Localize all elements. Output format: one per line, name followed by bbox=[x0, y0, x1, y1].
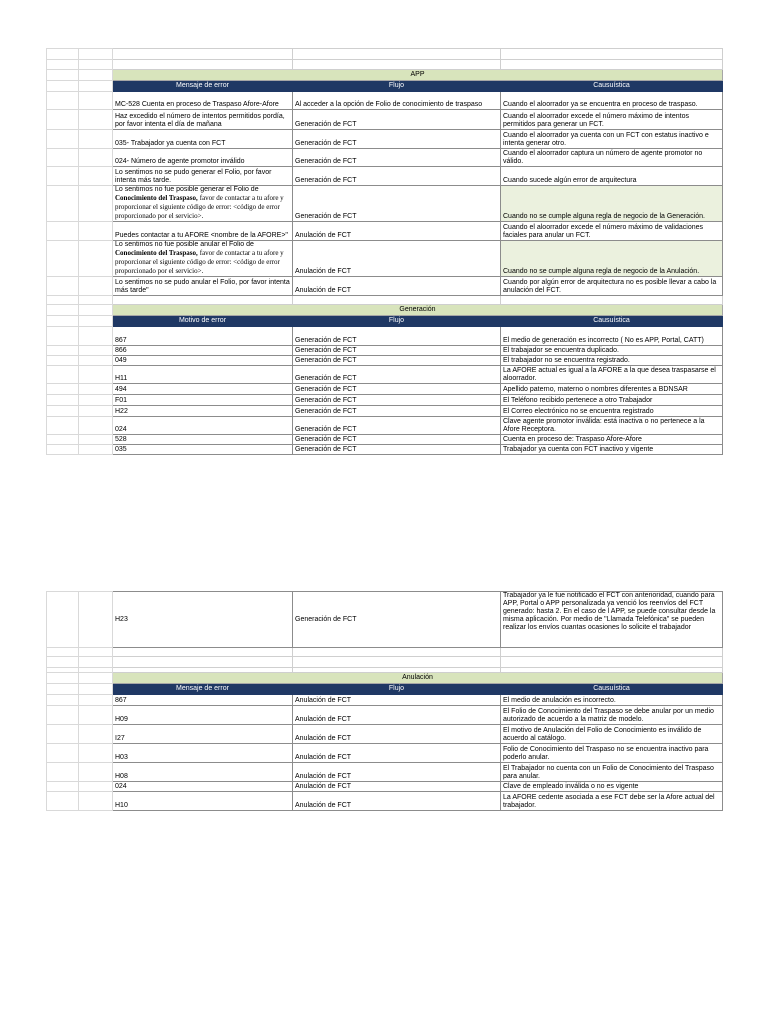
table-row bbox=[47, 406, 723, 417]
table-row bbox=[47, 346, 723, 356]
cell-motivo: 866 bbox=[113, 346, 293, 356]
cell-flujo: Al acceder a la opción de Folio de conocimiento de traspaso bbox=[293, 92, 501, 110]
cell-flujo: Generación de FCT bbox=[293, 110, 501, 130]
spacer-row bbox=[47, 657, 723, 668]
cell-motivo: H09 bbox=[113, 706, 293, 725]
cell-causistica: Clave agente promotor inválida: está inactiva o no pertenece a la Afore Receptora. bbox=[501, 417, 723, 435]
cell-flujo: Anulación de FCT bbox=[293, 241, 501, 277]
cell-causistica: Cuenta en proceso de: Traspaso Afore-Afore bbox=[501, 435, 723, 445]
section-band-generacion bbox=[47, 305, 723, 316]
cell-flujo: Anulación de FCT bbox=[293, 763, 501, 782]
cell-flujo: Generación de FCT bbox=[293, 167, 501, 186]
cell-flujo: Anulación de FCT bbox=[293, 725, 501, 744]
cell-causistica: Cuando el aloorrador excede el número máximo de validaciones faciales para anular un FCT. bbox=[501, 222, 723, 241]
table-row bbox=[47, 417, 723, 435]
cell-causistica: Cuando por algún error de arquitectura no es posible llevar a cabo la anulación del FCT. bbox=[501, 277, 723, 296]
table-row bbox=[47, 744, 723, 763]
cell-motivo: I27 bbox=[113, 725, 293, 744]
cell-flujo: Anulación de FCT bbox=[293, 744, 501, 763]
table-row bbox=[47, 706, 723, 725]
cell-motivo: 867 bbox=[113, 695, 293, 706]
cell-flujo: Generación de FCT bbox=[293, 366, 501, 384]
cell-flujo: Generación de FCT bbox=[293, 406, 501, 417]
cell-motivo: 035 bbox=[113, 445, 293, 455]
cell-causistica: Cuando el aloorrador ya cuenta con un FCT con estatus inactivo e intenta generar otro. bbox=[501, 130, 723, 149]
cell-flujo: Generación de FCT bbox=[293, 445, 501, 455]
table-row bbox=[47, 445, 723, 455]
cell-causistica: Cuando sucede algún error de arquitectura bbox=[501, 167, 723, 186]
cell-flujo: Anulación de FCT bbox=[293, 706, 501, 725]
cell-flujo: Generación de FCT bbox=[293, 130, 501, 149]
sheet-anulacion bbox=[46, 591, 723, 811]
spacer-row bbox=[47, 49, 723, 60]
col-header-flujo: Flujo bbox=[293, 81, 501, 92]
cell-causistica: El Trabajador no cuenta con un Folio de Conocimiento del Traspaso para anular. bbox=[501, 763, 723, 782]
cell-mensaje-part: Lo sentimos no fue posible anular el Folio de bbox=[115, 241, 254, 248]
cell-causistica: El medio de generación es incorrecto ( No es APP, Portal, CATT) bbox=[501, 327, 723, 346]
cell-causistica: La AFORE actual es igual a la AFORE a la que desea traspasarse el aloorrador. bbox=[501, 366, 723, 384]
table-row bbox=[47, 792, 723, 811]
cell-causistica: El motivo de Anulación del Folio de Conocimiento es inválido de acuerdo al catálogo. bbox=[501, 725, 723, 744]
cell-mensaje: Haz excedido el número de intentos permitidos pordía, por favor intenta el día de mañana bbox=[113, 110, 293, 130]
section-band-anulacion bbox=[47, 673, 723, 684]
cell-motivo: H23 bbox=[113, 592, 293, 648]
cell-flujo: Anulación de FCT bbox=[293, 782, 501, 792]
cell-flujo: Generación de FCT bbox=[293, 417, 501, 435]
cell-causistica: El Folio de Conocimiento del Traspaso se debe anular por un medio autorizado de acuerdo a la matriz de modelo. bbox=[501, 706, 723, 725]
cell-flujo: Generación de FCT bbox=[293, 149, 501, 167]
table-row bbox=[47, 435, 723, 445]
section-title-app: APP bbox=[113, 70, 723, 81]
cell-flujo: Anulación de FCT bbox=[293, 695, 501, 706]
table-row bbox=[47, 384, 723, 395]
cell-causistica: Clave de empleado inválida o no es vigente bbox=[501, 782, 723, 792]
cell-causistica: Cuando el aloorrador excede el número máximo de intentos permitidos para generar un FCT. bbox=[501, 110, 723, 130]
cell-causistica: La AFORE cedente asociada a ese FCT debe ser la Afore actual del trabajador. bbox=[501, 792, 723, 811]
cell-flujo: Generación de FCT bbox=[293, 186, 501, 222]
cell-causistica: Cuando no se cumple alguna regla de negocio de la Anulación. bbox=[501, 241, 723, 277]
cell-mensaje-detail: favor de contactar a tu afore y proporcionar el siguiente código de error: <código de error proporcionado por el servicio>. bbox=[115, 194, 284, 220]
cell-motivo: 049 bbox=[113, 356, 293, 366]
cell-motivo: F01 bbox=[113, 395, 293, 406]
cell-motivo: H03 bbox=[113, 744, 293, 763]
cell-causistica: Apellido paterno, materno o nombres diferentes a BDNSAR bbox=[501, 384, 723, 395]
table-row bbox=[47, 366, 723, 384]
table-row bbox=[47, 130, 723, 149]
cell-motivo: H10 bbox=[113, 792, 293, 811]
table-row bbox=[47, 782, 723, 792]
col-header-motivo: Motivo de error bbox=[113, 316, 293, 327]
spacer-row bbox=[47, 648, 723, 657]
col-header-causistica: Causuística bbox=[501, 684, 723, 695]
section-title-anulacion: Anulación bbox=[113, 673, 723, 684]
table-row bbox=[47, 356, 723, 366]
cell-motivo: H22 bbox=[113, 406, 293, 417]
table-row bbox=[47, 395, 723, 406]
cell-motivo: H08 bbox=[113, 763, 293, 782]
table-row bbox=[47, 167, 723, 186]
cell-mensaje: Lo sentimos no se pudo generar el Folio, por favor intenta más tarde. bbox=[113, 167, 293, 186]
cell-causistica: El Teléfono recibido pertenece a otro Trabajador bbox=[501, 395, 723, 406]
cell-mensaje: Puedes contactar a tu AFORE <nombre de la AFORE>" bbox=[113, 222, 293, 241]
cell-motivo: 024 bbox=[113, 782, 293, 792]
cell-motivo: H11 bbox=[113, 366, 293, 384]
cell-causistica: Cuando el aloorrador ya se encuentra en proceso de traspaso. bbox=[501, 92, 723, 110]
table-row bbox=[47, 92, 723, 110]
section-title-generacion: Generación bbox=[113, 305, 723, 316]
cell-motivo: 494 bbox=[113, 384, 293, 395]
cell-flujo: Anulación de FCT bbox=[293, 277, 501, 296]
cell-causistica: Folio de Conocimiento del Traspaso no se encuentra inactivo para poderlo anular. bbox=[501, 744, 723, 763]
col-header-flujo: Flujo bbox=[293, 684, 501, 695]
cell-mensaje: 024- Número de agente promotor inválido bbox=[113, 149, 293, 167]
cell-mensaje-bold: Conocimiento del Traspaso, bbox=[115, 194, 198, 202]
cell-flujo: Generación de FCT bbox=[293, 592, 501, 648]
table-row bbox=[47, 110, 723, 130]
cell-motivo: 867 bbox=[113, 327, 293, 346]
cell-flujo: Generación de FCT bbox=[293, 395, 501, 406]
col-header-mensaje: Mensaje de error bbox=[113, 684, 293, 695]
table-row bbox=[47, 277, 723, 296]
cell-mensaje-detail: favor de contactar a tu afore y proporcionar el siguiente código de error: <código de error proporcionado por el servicio>. bbox=[115, 249, 284, 275]
col-header-causistica: Causuística bbox=[501, 316, 723, 327]
cell-motivo: 024 bbox=[113, 417, 293, 435]
header-row-generacion bbox=[47, 316, 723, 327]
table-row bbox=[47, 149, 723, 167]
table-row bbox=[47, 763, 723, 782]
cell-mensaje bbox=[113, 186, 293, 222]
col-header-causistica: Causuística bbox=[501, 81, 723, 92]
cell-flujo: Generación de FCT bbox=[293, 435, 501, 445]
col-header-flujo: Flujo bbox=[293, 316, 501, 327]
cell-causistica: Trabajador ya cuenta con FCT inactivo y vigente bbox=[501, 445, 723, 455]
col-header-mensaje: Mensaje de error bbox=[113, 81, 293, 92]
cell-causistica: El Correo electrónico no se encuentra registrado bbox=[501, 406, 723, 417]
cell-causistica: El trabajador no se encuentra registrado. bbox=[501, 356, 723, 366]
spacer-row bbox=[47, 296, 723, 305]
cell-mensaje: MC-528 Cuenta en proceso de Traspaso Afore-Afore bbox=[113, 92, 293, 110]
spacer-row bbox=[47, 60, 723, 70]
cell-causistica: Cuando no se cumple alguna regla de negocio de la Generación. bbox=[501, 186, 723, 222]
cell-causistica: Trabajador ya le fue notificado el FCT con anterioridad, cuando para APP, Portal o APP personalizada ya venció los reenvíos del FCT generado: hasta 2. En el caso de l APP, se puede consultar desde la misma aplicación. Por medio de "Llamada Telefónica" se pueden realizar los envíos cuantas ocasiones lo solicite el trabajador bbox=[501, 592, 723, 648]
table-row bbox=[47, 222, 723, 241]
cell-flujo: Generación de FCT bbox=[293, 384, 501, 395]
table-row bbox=[47, 725, 723, 744]
sheet-app-generacion bbox=[46, 48, 723, 455]
cell-causistica: El medio de anulación es incorrecto. bbox=[501, 695, 723, 706]
cell-causistica: El trabajador se encuentra duplicado. bbox=[501, 346, 723, 356]
cell-flujo: Anulación de FCT bbox=[293, 222, 501, 241]
cell-flujo: Generación de FCT bbox=[293, 356, 501, 366]
table-row bbox=[47, 186, 723, 222]
table-row bbox=[47, 592, 723, 648]
cell-mensaje-bold: Conocimiento del Traspaso, bbox=[115, 249, 198, 257]
cell-flujo: Anulación de FCT bbox=[293, 792, 501, 811]
cell-mensaje-part: Lo sentimos no fue posible generar el Folio de bbox=[115, 186, 259, 193]
cell-flujo: Generación de FCT bbox=[293, 346, 501, 356]
table-row bbox=[47, 327, 723, 346]
cell-motivo: 528 bbox=[113, 435, 293, 445]
table-row bbox=[47, 241, 723, 277]
cell-causistica: Cuando el aloorrador captura un número de agente promotor no válido. bbox=[501, 149, 723, 167]
cell-mensaje bbox=[113, 241, 293, 277]
cell-mensaje: 035- Trabajador ya cuenta con FCT bbox=[113, 130, 293, 149]
cell-flujo: Generación de FCT bbox=[293, 327, 501, 346]
table-row bbox=[47, 695, 723, 706]
header-row-app bbox=[47, 81, 723, 92]
section-band-app bbox=[47, 70, 723, 81]
header-row-anulacion bbox=[47, 684, 723, 695]
cell-mensaje: Lo sentimos no se pudo anular el Folio, por favor intenta más tarde" bbox=[113, 277, 293, 296]
